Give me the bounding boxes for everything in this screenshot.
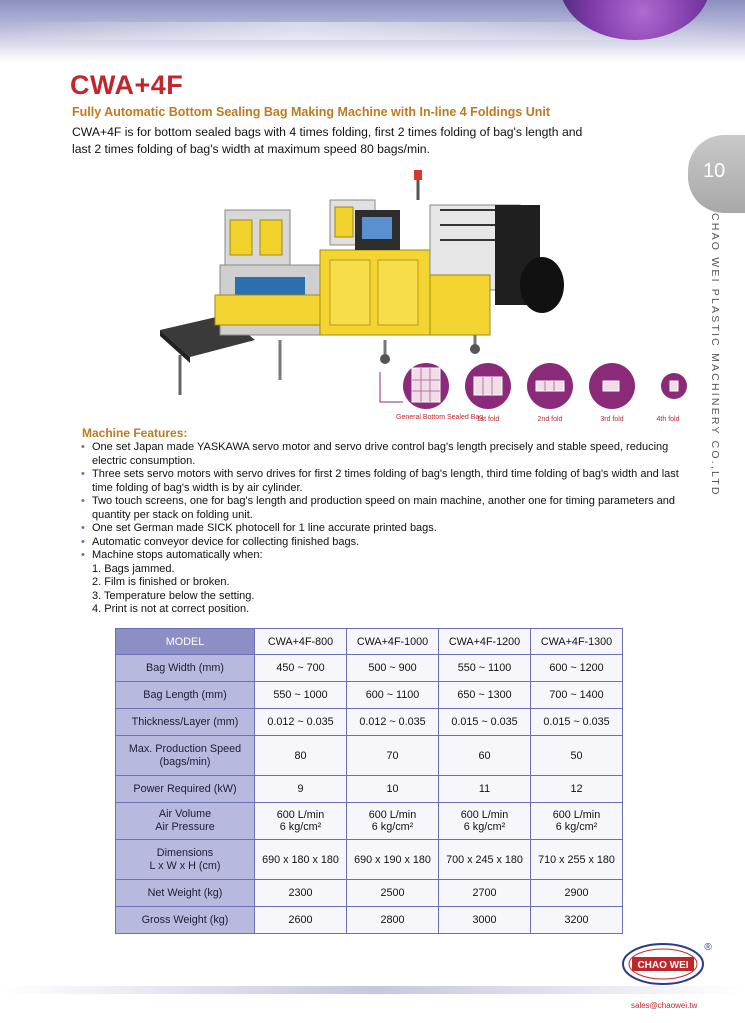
stop-condition: 4. Print is not at correct position.: [92, 603, 250, 615]
table-row: [116, 880, 623, 907]
spec-row-label: Air Volume Air Pressure: [116, 803, 255, 840]
spec-cell: 600 ~ 1100: [347, 682, 439, 709]
spec-cell: 0.012 ~ 0.035: [255, 709, 347, 736]
intro-line-2: last 2 times folding of bag's width at maximum speed 80 bags/min.: [72, 142, 430, 156]
intro-line-1: CWA+4F is for bottom sealed bags with 4 times folding, first 2 times folding of bag's length and: [72, 125, 583, 139]
fold-label-2: 2nd fold: [537, 416, 563, 423]
spec-row-label: Thickness/Layer (mm): [116, 709, 255, 736]
spec-cell: 600 L/min 6 kg/cm²: [439, 803, 531, 840]
table-row: [116, 803, 623, 840]
spec-row-label: Dimensions L x W x H (cm): [116, 840, 255, 880]
spec-cell: 3000: [439, 907, 531, 934]
main-cabinet-door-left: [330, 260, 370, 325]
spec-table: [115, 628, 623, 934]
feature-item: • Automatic conveyor device for collecting finished bags.: [81, 535, 360, 548]
main-cabinet-door-right: [378, 260, 418, 325]
table-row: [116, 776, 623, 803]
features-list: [80, 441, 700, 617]
spec-row-label: Bag Length (mm): [116, 682, 255, 709]
fold-label-1: 1st fold: [476, 416, 500, 423]
bag-fold2-icon: [536, 381, 564, 391]
company-name-vertical: CHAO WEI PLASTIC MACHINERY CO.,LTD: [709, 213, 721, 497]
feature-item: • One set German made SICK photocell for 1 line accurate printed bags.: [81, 522, 437, 534]
spec-cell: 3200: [531, 907, 623, 934]
folding-unit-door-right: [260, 220, 282, 255]
spec-cell: 12: [531, 776, 623, 803]
spec-cell: 11: [439, 776, 531, 803]
table-row: [116, 840, 623, 880]
spec-cell: 550 ~ 1000: [255, 682, 347, 709]
bag-general-icon: [412, 368, 440, 402]
spec-cell: 690 x 180 x 180: [255, 840, 347, 880]
spec-cell: 0.015 ~ 0.035: [439, 709, 531, 736]
spec-cell: 2600: [255, 907, 347, 934]
spec-header-col: CWA+4F-1200: [439, 629, 531, 655]
stop-condition: 2. Film is finished or broken.: [92, 576, 230, 588]
feature-item: • One set Japan made YASKAWA servo motor and servo drive control bag's length precisely and stable speed, reducing electric consumption.: [81, 441, 669, 467]
spec-cell: 650 ~ 1300: [439, 682, 531, 709]
spec-cell: 450 ~ 700: [255, 655, 347, 682]
features-heading: Machine Features:: [82, 426, 188, 440]
spec-cell: 710 x 255 x 180: [531, 840, 623, 880]
contact-email: sales@chaowei.tw: [631, 1001, 698, 1010]
folding-unit-panel: [215, 295, 335, 325]
touch-screen: [362, 217, 392, 239]
registered-mark: ®: [704, 942, 712, 953]
film-roll: [520, 257, 564, 313]
spec-header-col: CWA+4F-800: [255, 629, 347, 655]
spec-cell: 500 ~ 900: [347, 655, 439, 682]
logo-text: CHAO WEI: [637, 960, 689, 971]
unwinder-cabinet: [430, 275, 490, 335]
table-row: [116, 655, 623, 682]
page-subtitle: Fully Automatic Bottom Sealing Bag Making Machine with In-line 4 Foldings Unit: [72, 105, 551, 119]
stop-condition: 1. Bags jammed.: [92, 562, 175, 575]
spec-cell: 2800: [347, 907, 439, 934]
spec-cell: 0.012 ~ 0.035: [347, 709, 439, 736]
folding-unit-door-left: [230, 220, 252, 255]
spec-header-col: CWA+4F-1000: [347, 629, 439, 655]
bag-fold3-icon: [603, 381, 619, 391]
bag-fold4-icon: [670, 381, 678, 391]
spec-row-label: Bag Width (mm): [116, 655, 255, 682]
table-row: [116, 682, 623, 709]
spec-cell: 9: [255, 776, 347, 803]
feature-item: • Two touch screens, one for bag's length and production speed on main machine, another one for timing parameters and quantity per stack on folding unit.: [81, 495, 676, 521]
spec-cell: 2500: [347, 880, 439, 907]
spec-row-label: Power Required (kW): [116, 776, 255, 803]
stop-condition: 3. Temperature below the setting.: [92, 589, 255, 602]
table-row: [116, 736, 623, 776]
spec-cell: 80: [255, 736, 347, 776]
spec-cell: 690 x 190 x 180: [347, 840, 439, 880]
table-row: [116, 907, 623, 934]
spec-row-label: Net Weight (kg): [116, 880, 255, 907]
spec-row-label: Gross Weight (kg): [116, 907, 255, 934]
spec-cell: 700 x 245 x 180: [439, 840, 531, 880]
spec-cell: 2700: [439, 880, 531, 907]
spec-cell: 600 ~ 1200: [531, 655, 623, 682]
spec-cell: 60: [439, 736, 531, 776]
spec-cell: 600 L/min 6 kg/cm²: [531, 803, 623, 840]
bag-fold1-icon: [474, 377, 502, 395]
fold-sequence: [378, 362, 688, 412]
spec-cell: 50: [531, 736, 623, 776]
spec-cell: 700 ~ 1400: [531, 682, 623, 709]
sealing-door: [335, 207, 353, 237]
signal-light: [414, 170, 422, 180]
spec-cell: 2900: [531, 880, 623, 907]
spec-header-model: MODEL: [116, 629, 255, 655]
spec-header-col: CWA+4F-1300: [531, 629, 623, 655]
spec-row-label: Max. Production Speed (bags/min): [116, 736, 255, 776]
page-number: 10: [703, 160, 726, 182]
spec-cell: 0.015 ~ 0.035: [531, 709, 623, 736]
page-title: CWA+4F: [70, 70, 184, 100]
intro-text: [72, 124, 632, 158]
fold-label-general: General Bottom Sealed Bag: [396, 414, 484, 421]
fold-label-4: 4th fold: [656, 416, 680, 423]
spec-header-row: [116, 629, 623, 655]
header-banner: [0, 0, 745, 62]
feature-item: • Machine stops automatically when: 1. Bags jammed. 2. Film is finished or broken. 3. Temperature below the setting. 4. Print is not at correct position.: [80, 549, 700, 617]
spec-cell: 600 L/min 6 kg/cm²: [347, 803, 439, 840]
spec-cell: 2300: [255, 880, 347, 907]
spec-cell: 600 L/min 6 kg/cm²: [255, 803, 347, 840]
table-row: [116, 709, 623, 736]
spec-cell: 10: [347, 776, 439, 803]
spec-body: [116, 655, 623, 934]
spec-cell: 70: [347, 736, 439, 776]
feature-item: • Three sets servo motors with servo drives for first 2 times folding of bag's length, third time folding of bag's width and last time folding of bag's width is by air cylinder.: [81, 468, 679, 494]
fold-bracket: [380, 372, 403, 402]
spec-cell: 550 ~ 1100: [439, 655, 531, 682]
company-logo: [618, 940, 718, 1000]
fold-label-3: 3rd fold: [600, 416, 624, 423]
